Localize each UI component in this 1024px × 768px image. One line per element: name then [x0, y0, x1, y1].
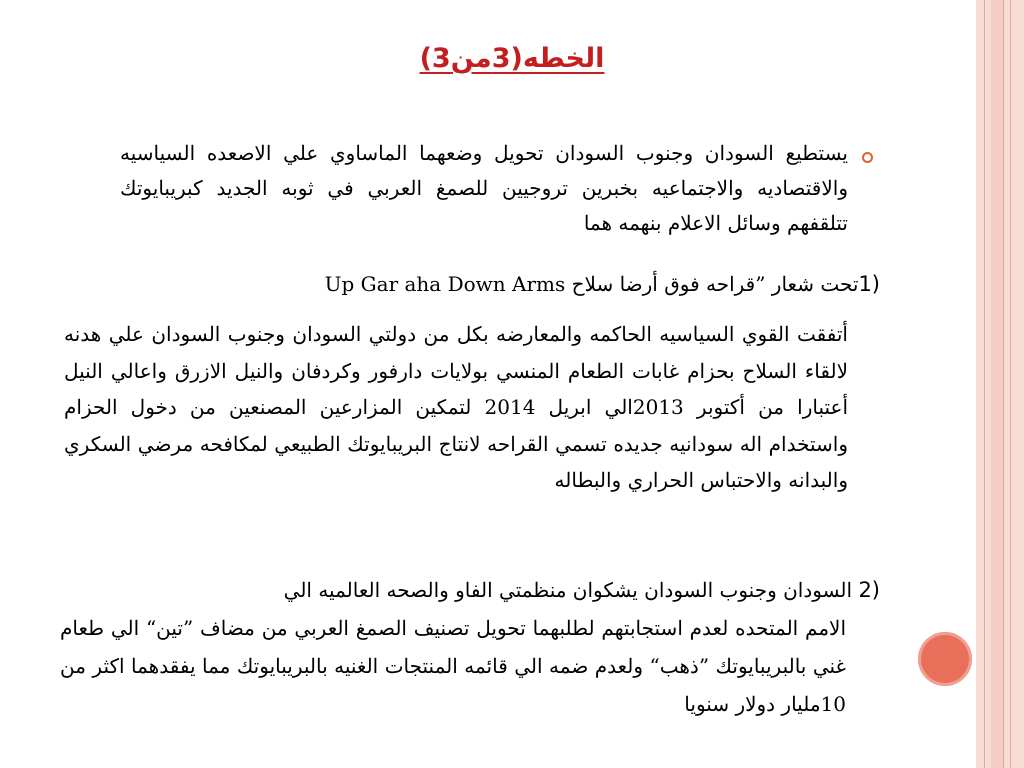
decorative-stripe-line: [1010, 0, 1011, 768]
decorative-circle: [918, 632, 972, 686]
item-2-first-line: السودان وجنوب السودان يشكوان منظمتي الفاو والصحه العالميه الي: [283, 578, 853, 602]
bullet-icon: [862, 152, 873, 163]
decorative-stripe: [991, 0, 1003, 768]
item-1-text: تحت شعار ”قراحه فوق أرضا سلاح Up Gar aha Down Arms: [324, 272, 859, 296]
decorative-stripe-line: [984, 0, 985, 768]
paragraph-item-1: [110, 266, 880, 302]
slide-title: الخطه(3من3): [419, 43, 605, 74]
item-number: 2): [858, 578, 880, 602]
item-number: 1): [858, 272, 880, 296]
paragraph-item-2: [60, 571, 880, 723]
paragraph-item-1-body: أتفقت القوي السياسيه الحاكمه والمعارضه بكل من دولتي السودان وجنوب السودان علي هدنه لالقاء السلاح بحزام غابات الطعام المنسي بولايات دارفور وكردفان والنيل الازرق واعالي النيل أعتبارا من أكتوبر 2013الي ابريل 2014 لتمكين المزارعين المصنعين من دخول الحزام واستخدام اله سودانيه جديده تسمي القراحه لانتاج البريبايوتك الطبيعي لمكافحه مرضي السكري والبدانه والاحتباس الحراري والبطاله: [64, 322, 849, 492]
decorative-stripe-line: [1003, 0, 1004, 768]
item-2-text: الامم المتحده لعدم استجابتهم لطلبهما تحويل تصنيف الصمغ العربي من مضاف ”تين“ الي طعام غني بالبريبايوتك ”ذهب“ ولعدم ضمه الي قائمه المنتجات الغنيه بالبريبايوتك مما يفقدهما اكثر من 10مليار دولار سنويا: [60, 616, 846, 716]
paragraph-intro: يستطيع السودان وجنوب السودان تحويل وضعهما الماساوي علي الاصعده السياسيه والاقتصاديه والاجتماعيه بخبرين تروجيين للصمغ العربي في ثوبه الجديد كبريبايوتك تتلقفهم وسائل الاعلام بنهمه هما: [120, 141, 848, 235]
